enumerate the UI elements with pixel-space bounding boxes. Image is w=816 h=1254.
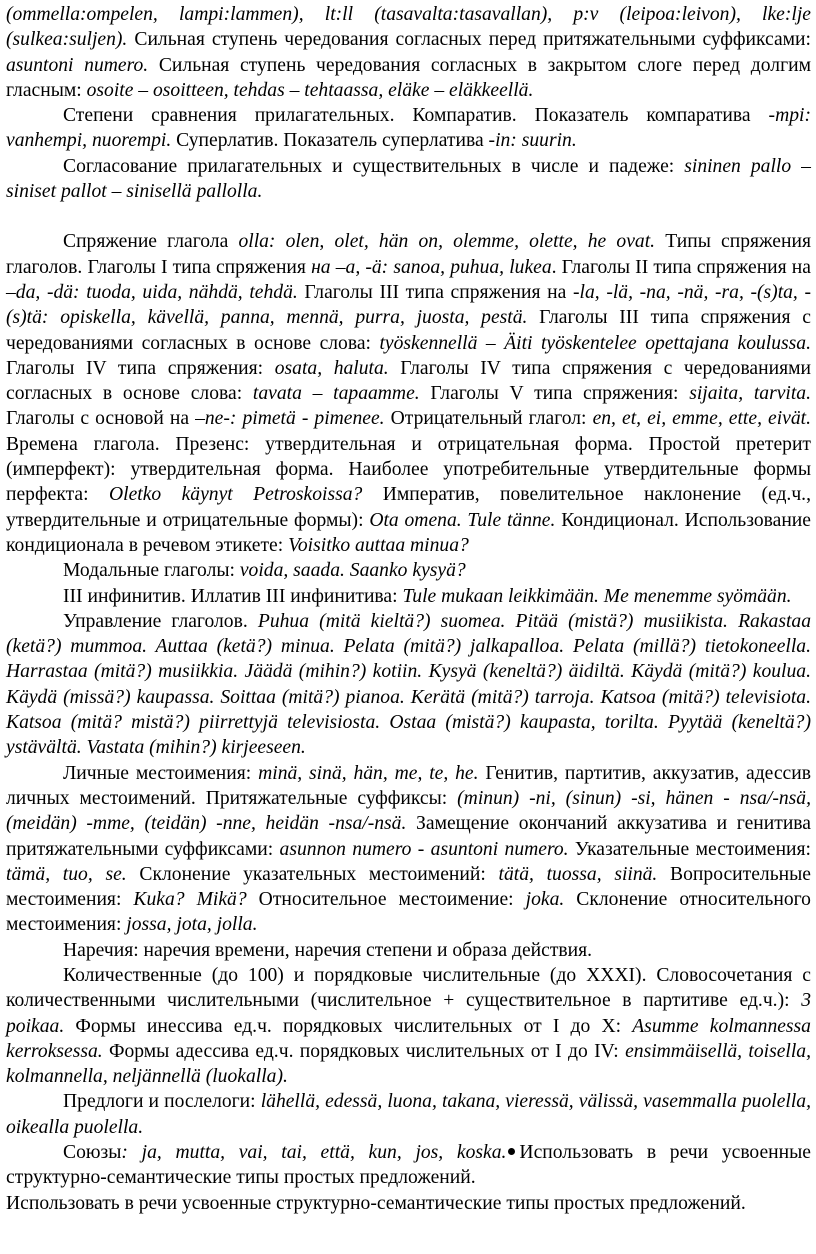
paragraph <box>6 761 811 938</box>
body-text: Типы спряжения глаголов. Глаголы I типа спряжения <box>6 231 811 278</box>
body-text: Глаголы с основой на <box>6 408 196 430</box>
body-text: Спряжение глагола <box>63 231 239 253</box>
paragraph <box>6 2 811 103</box>
italic-example-text: Tule mukaan leikkimään. Me menemme syömään. <box>402 585 792 607</box>
italic-example-text: asuntoni numero. <box>6 54 149 76</box>
italic-example-text: sijaita, tarvita. <box>689 383 811 405</box>
paragraph <box>6 1191 811 1216</box>
paragraph <box>6 154 811 205</box>
body-text: Глаголы V типа спряжения: <box>419 383 690 405</box>
paragraph <box>6 558 811 583</box>
italic-example-text: Asumme kolmannessa kerroksessa. <box>6 1015 811 1062</box>
body-text: Отрицательный глагол: <box>384 408 593 430</box>
body-text: Управление глаголов. <box>63 610 258 632</box>
body-text: Генитив, партитив, аккузатив, адессив личных местоимений. Притяжательные суффиксы: <box>6 762 811 809</box>
body-text: III инфинитив. Иллатив III инфинитива: <box>63 585 403 607</box>
body-text: . Глаголы II типа спряжения на <box>551 256 811 278</box>
italic-example-text: -la, -lä, -na, -nä, -ra, -(s)ta, -(s)tä: opiskella, kävellä, panna, mennä, purra, juosta, pestä. <box>6 281 812 329</box>
italic-example-text: tämä, tuo, se. <box>6 863 127 885</box>
document-body <box>6 2 811 1216</box>
body-text: Указательные местоимения: <box>568 838 811 860</box>
body-text: Личные местоимения: <box>63 762 259 784</box>
italic-example-text: tavata – tapaamme. <box>252 383 420 405</box>
italic-example-text: asunnon numero - asuntoni numero. <box>279 838 569 860</box>
italic-example-text: osoite – osoitteen, tehdas – tehtaassa, eläke – eläkkeellä. <box>86 79 534 101</box>
italic-example-text: Oletko käynyt Petroskoissa? <box>108 484 363 506</box>
italic-example-text: Voisitko auttaa minua? <box>288 534 469 556</box>
italic-example-text: jossa, jota, jolla. <box>126 914 258 936</box>
italic-example-text: Kuka? Mikä? <box>133 889 247 911</box>
italic-example-text: Ota omena. Tule tänne. <box>369 509 556 531</box>
body-text: Императив, повелительное наклонение (ед.ч., утвердительные и отрицательные формы): <box>6 484 811 531</box>
italic-example-text: joka. <box>525 889 565 911</box>
body-text: Вопросительные местоимения: <box>6 863 811 911</box>
italic-example-text: Puhua (mitä kieltä?) suomea. Pitää (mistä?) musiikista. Rakastaa (ketä?) mummoa. Auttaa (ketä?) minua. Pelata (mitä?) jalkapalloa. Pelata (millä?) tietokoneella. Harrastaa (mitä?) musiikkia. Jäädä (mihin?) kotiin. Kysyä (keneltä?) äidiltä. Käydä (mitä?) koulua. Käydä (missä?) kaupassa. Soittaa (mitä?) pianoa. Kerätä (mitä?) tarroja. Katsoa (mitä?) televisiota. Katsoa (mitä? mistä?) piirrettyjä televisiosta. Ostaa (mistä?) kaupasta, torilta. Pyytää (keneltä?) ystävältä. Vastata (mihin?) kirjeeseen. <box>6 610 812 759</box>
body-text: Формы инессива ед.ч. порядковых числительных от I до X: <box>64 1015 633 1037</box>
body-text: Сильная ступень чередования согласных перед притяжательными суффиксами: <box>127 29 811 51</box>
body-text: Относительное местоимение: <box>246 889 526 911</box>
italic-example-text: (minun) -ni, (sinun) -si, hänen - nsa/-nsä, (meidän) -mme, (teidän) -nne, heidän -nsa/-nsä. <box>6 787 811 835</box>
body-text: Кондиционал. Использование кондиционала в речевом этикете: <box>6 509 811 556</box>
italic-example-text: työskennellä – Äiti työskentelee opettajana koulussa. <box>379 332 811 354</box>
body-text: Формы адессива ед.ч. порядковых числительных от I до IV: <box>102 1040 626 1062</box>
italic-example-text: sininen pallo – siniset pallot – sinisellä pallolla. <box>6 155 811 203</box>
body-text: Суперлатив. Показатель суперлатива <box>171 130 489 152</box>
body-text: Глаголы III типа спряжения на <box>297 281 574 303</box>
paragraph <box>6 963 811 1089</box>
paragraph <box>6 938 811 963</box>
body-text: Наречия: наречия времени, наречия степени и образа действия. <box>63 939 593 961</box>
body-text: Глаголы III типа спряжения с чередованиями согласных в основе слова: <box>6 307 811 354</box>
paragraph <box>6 103 811 154</box>
body-text: Времена глагола. Презенс: утвердительная и отрицательная форма. Простой претерит (имперфект): утвердительная форма. Наиболее употребительные утвердительные формы перфекта: <box>6 433 811 506</box>
italic-example-text: : ja, mutta, vai, tai, että, kun, jos, koska. <box>121 1142 507 1164</box>
body-text: Предлоги и послелоги: <box>63 1091 261 1113</box>
body-text: Союзы <box>63 1142 122 1164</box>
paragraph <box>6 609 811 761</box>
paragraph <box>6 229 811 558</box>
bullet-icon <box>508 1148 515 1155</box>
italic-example-text: tätä, tuossa, siinä. <box>498 863 658 885</box>
body-text: Использовать в речи усвоенные структурно-семантические типы простых предложений. <box>6 1142 811 1189</box>
italic-example-text: -mpi: vanhempi, nuorempi. <box>6 105 811 152</box>
italic-example-text: на –a, -ä: sanoa, puhua, lukea <box>311 256 552 278</box>
italic-example-text: voida, saada. Saanko kysyä? <box>239 560 466 582</box>
italic-example-text: minä, sinä, hän, me, te, he. <box>258 762 479 784</box>
body-text: Количественные (до 100) и порядковые числительные (до XXXI). Словосочетания с количественными числительными (числительное + существительное в партитиве ед.ч.): <box>6 964 811 1012</box>
body-text: Использовать в речи усвоенные структурно-семантические типы простых предложений. <box>6 1192 746 1214</box>
italic-example-text: ensimmäisellä, toisella, kolmannella, neljännellä (luokalla). <box>6 1040 811 1088</box>
italic-example-text: –da, -dä: tuoda, uida, nähdä, tehdä. <box>6 281 298 303</box>
body-text: Склонение относительного местоимения: <box>6 889 811 936</box>
italic-example-text: en, et, ei, emme, ette, eivät. <box>592 408 811 430</box>
italic-example-text: –ne-: pimetä - pimenee. <box>195 408 385 430</box>
body-text: Глаголы IV типа спряжения с чередованиями согласных в основе слова: <box>6 357 811 405</box>
italic-example-text: lähellä, edessä, luona, takana, vieressä, välissä, vasemmalla puolella, oikealla puolella. <box>6 1091 811 1138</box>
body-text: Сильная ступень чередования согласных в закрытом слоге перед долгим гласным: <box>6 54 812 101</box>
body-text: Модальные глаголы: <box>63 560 240 582</box>
paragraph-spacer <box>6 204 811 229</box>
body-text: Степени сравнения прилагательных. Компаратив. Показатель компаратива <box>63 105 769 127</box>
italic-example-text: (ommella:ompelen, lampi:lammen), lt:ll (tasavalta:tasavallan), p:v (leipoa:leivon), lke:lje (sulkea:suljen). <box>6 4 811 51</box>
paragraph <box>6 1089 811 1140</box>
italic-example-text: 3 poikaa. <box>6 990 811 1037</box>
body-text: Замещение окончаний аккузатива и генитива притяжательными суффиксами: <box>6 813 811 860</box>
paragraph <box>6 584 811 609</box>
paragraph <box>6 1140 811 1191</box>
body-text: Согласование прилагательных и существительных в числе и падеже: <box>63 155 685 177</box>
body-text: Глаголы IV типа спряжения: <box>6 357 275 379</box>
italic-example-text: osata, haluta. <box>274 357 389 379</box>
italic-example-text: olla: olen, olet, hän on, olemme, olette, he ovat. <box>238 231 656 253</box>
body-text: Склонение указательных местоимений: <box>126 863 499 885</box>
italic-example-text: -in: suurin. <box>488 130 577 152</box>
